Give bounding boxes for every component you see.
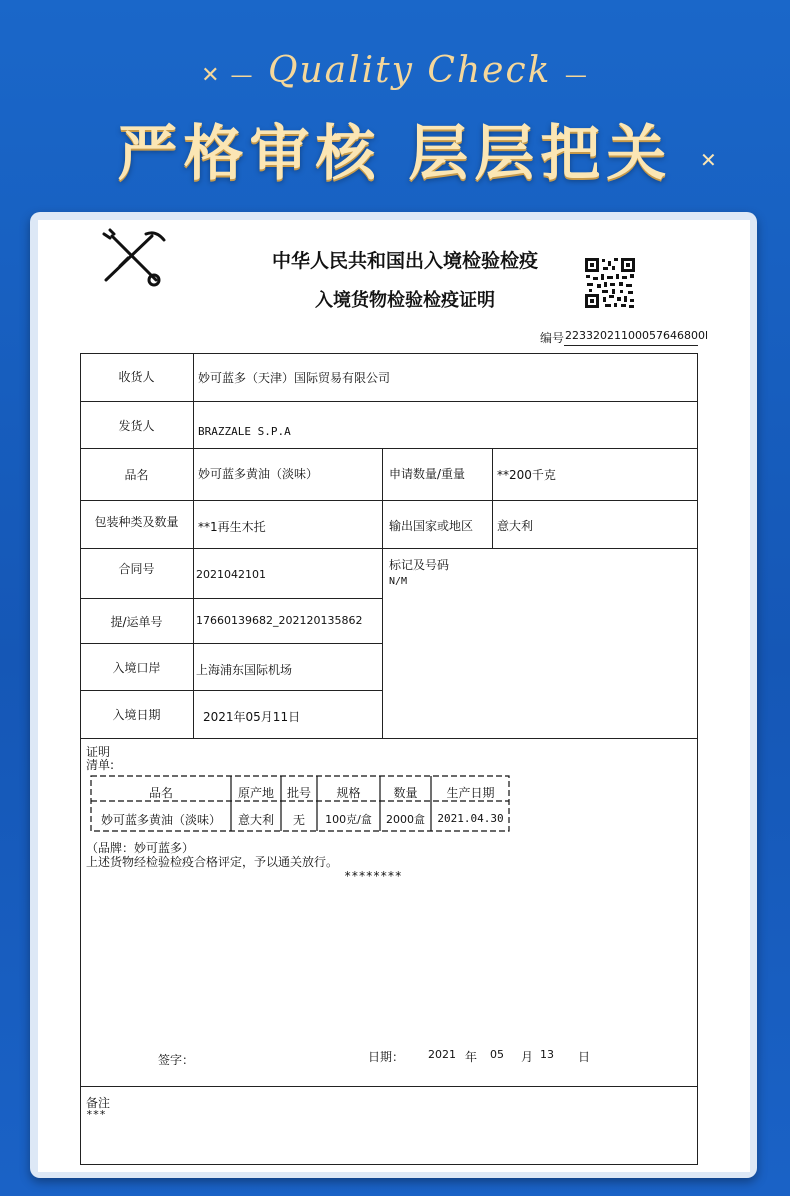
consignee-value: 妙可蓝多（天津）国际贸易有限公司 [198, 371, 391, 385]
sign-date-label: 日期： [368, 1050, 405, 1064]
entry-date-label: 入境日期 [112, 708, 161, 722]
sign-day: 13 [540, 1048, 554, 1061]
qr-code-icon [584, 257, 636, 309]
table-border-top [80, 353, 698, 354]
bill-label: 提/运单号 [110, 615, 163, 629]
remark-label: 备注 [86, 1096, 111, 1110]
month-unit: 月 [521, 1050, 534, 1064]
quality-check-subtitle-row [0, 50, 790, 91]
port-label: 入境口岸 [112, 661, 161, 675]
stars: ******** [344, 869, 402, 883]
table-row-divider [80, 1086, 698, 1087]
sign-year: 2021 [428, 1048, 456, 1061]
sign-month: 05 [490, 1048, 504, 1061]
year-unit: 年 [465, 1050, 478, 1064]
list-cell-origin: 意大利 [237, 813, 274, 827]
origin-label: 输出国家或地区 [389, 519, 474, 533]
table-row-divider [80, 448, 698, 449]
page-title: 严格审核 层层把关 [117, 119, 673, 189]
dash-decoration: — [564, 63, 589, 88]
table-border-bottom [80, 1164, 698, 1165]
table-column-divider [382, 448, 383, 738]
day-unit: 日 [578, 1050, 591, 1064]
table-row-divider [80, 598, 382, 599]
serial-number: 22332021100057646800l [565, 329, 709, 342]
table-column-divider [492, 448, 493, 548]
list-cell-date: 2021.04.30 [437, 812, 504, 825]
brand-note: （品牌：妙可蓝多） [86, 841, 195, 855]
product-label: 品名 [124, 468, 149, 482]
list-cell-name: 妙可蓝多黄油（淡味） [100, 813, 221, 827]
table-column-divider [193, 353, 194, 738]
document-title-line2: 入境货物检验检疫证明 [315, 290, 495, 311]
sign-label: 签字： [158, 1053, 195, 1067]
table-row-divider [80, 500, 698, 501]
port-value: 上海浦东国际机场 [196, 663, 293, 677]
certificate-paper [38, 220, 750, 1172]
statement: 上述货物经检验检疫合格评定，予以通关放行。 [86, 855, 339, 869]
list-header-spec: 规格 [336, 786, 361, 800]
list-label: 清单: [86, 758, 115, 772]
list-header-origin: 原产地 [237, 786, 274, 800]
list-cell-qty: 2000盒 [386, 813, 425, 826]
serial-underline [564, 345, 698, 346]
table-row-divider [80, 738, 698, 739]
list-cell-spec: 100克/盒 [325, 813, 372, 826]
list-header-batch: 批号 [286, 786, 311, 800]
cert-label: 证明 [86, 745, 111, 759]
remark-value: *** [86, 1108, 106, 1121]
table-border-right [697, 353, 698, 1165]
document-title-line1: 中华人民共和国出入境检验检疫 [271, 250, 538, 272]
table-row-divider [80, 643, 382, 644]
marks-label: 标记及号码 [389, 558, 450, 572]
package-value: **1再生木托 [198, 520, 266, 534]
contract-value: 2021042101 [196, 568, 266, 581]
list-header-qty: 数量 [393, 786, 418, 800]
consignor-value: BRAZZALE S.P.A [198, 425, 291, 438]
table-row-divider [80, 401, 698, 402]
bill-value: 17660139682_202120135862 [196, 614, 363, 627]
table-row-divider [80, 548, 698, 549]
list-header-name: 品名 [148, 786, 173, 800]
entry-date-value: 2021年05月11日 [203, 710, 301, 724]
contract-label: 合同号 [118, 562, 155, 576]
sparkle-icon: ✕ — [201, 63, 255, 88]
product-value: 妙可蓝多黄油（淡味） [198, 467, 319, 481]
customs-emblem-icon [98, 228, 168, 288]
origin-value: 意大利 [497, 519, 534, 533]
quality-check-subtitle: Quality Check [267, 50, 552, 91]
consignor-label: 发货人 [118, 419, 155, 433]
serial-label: 编号 [540, 331, 565, 345]
quantity-value: **200千克 [497, 468, 556, 482]
list-cell-batch: 无 [292, 813, 305, 827]
quantity-label: 申请数量/重量 [389, 467, 466, 481]
table-row-divider [80, 690, 382, 691]
list-header-date: 生产日期 [446, 786, 495, 800]
sparkle-icon: ✕ [700, 148, 717, 172]
package-label: 包装种类及数量 [94, 515, 179, 529]
marks-value: N/M [389, 576, 408, 587]
consignee-label: 收货人 [118, 370, 155, 384]
